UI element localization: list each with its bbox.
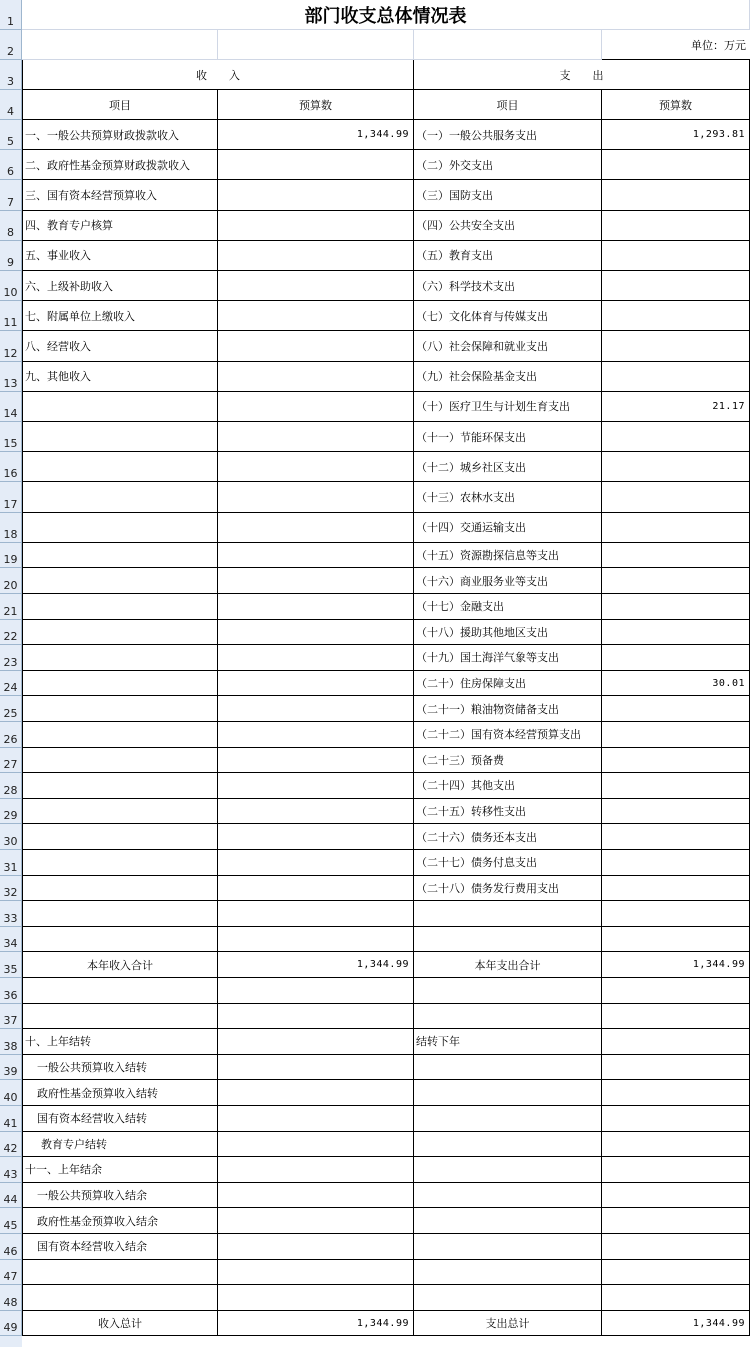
row-number[interactable]: 44 <box>0 1183 22 1209</box>
income-budget-cell[interactable]: 1,344.99 <box>218 120 414 150</box>
table-row <box>0 876 750 902</box>
row-number[interactable]: 47 <box>0 1260 22 1286</box>
expense-item-cell[interactable]: （二十七）债务付息支出 <box>414 850 602 876</box>
expense-budget-cell[interactable] <box>602 876 750 902</box>
row-number[interactable]: 21 <box>0 594 22 620</box>
expense-budget-cell[interactable] <box>602 331 750 361</box>
sheet-title[interactable]: 部门收支总体情况表 <box>22 0 750 30</box>
income-item-cell[interactable] <box>22 799 218 825</box>
income-item-cell[interactable]: 收入总计 <box>22 1311 218 1337</box>
row-number[interactable]: 25 <box>0 696 22 722</box>
income-budget-cell[interactable] <box>218 422 414 452</box>
expense-item-cell[interactable]: 本年支出合计 <box>414 952 602 978</box>
expense-item-cell[interactable]: （二十二）国有资本经营预算支出 <box>414 722 602 748</box>
expense-budget-cell[interactable] <box>602 1004 750 1030</box>
expense-header[interactable]: 支 出 <box>414 60 750 90</box>
expense-budget-cell[interactable] <box>602 452 750 482</box>
income-budget-cell[interactable] <box>218 241 414 271</box>
table-row <box>0 422 750 452</box>
table-row <box>0 748 750 774</box>
table-row <box>0 271 750 301</box>
income-item-cell[interactable] <box>22 1285 218 1311</box>
income-budget-cell[interactable] <box>218 362 414 392</box>
row-number[interactable]: 27 <box>0 748 22 774</box>
table-row <box>0 452 750 482</box>
table-row <box>0 1029 750 1055</box>
expense-budget-cell[interactable] <box>602 748 750 774</box>
row-number[interactable]: 34 <box>0 927 22 953</box>
income-item-cell[interactable] <box>22 594 218 620</box>
expense-budget-cell[interactable] <box>602 1208 750 1234</box>
expense-item-cell[interactable]: （二）外交支出 <box>414 150 602 180</box>
row-number[interactable]: 5 <box>0 120 22 150</box>
table-row <box>0 799 750 825</box>
income-item-cell[interactable] <box>22 392 218 422</box>
expense-item-cell[interactable] <box>414 1106 602 1132</box>
table-row <box>0 927 750 953</box>
expense-budget-cell[interactable] <box>602 362 750 392</box>
income-budget-cell[interactable] <box>218 1106 414 1132</box>
expense-item-cell[interactable]: 结转下年 <box>414 1029 602 1055</box>
income-budget-cell[interactable] <box>218 620 414 646</box>
income-item-cell[interactable] <box>22 645 218 671</box>
income-budget-cell[interactable] <box>218 331 414 361</box>
row-number[interactable]: 20 <box>0 568 22 594</box>
expense-budget-cell[interactable] <box>602 978 750 1004</box>
row-number[interactable]: 49 <box>0 1311 22 1337</box>
row-number[interactable]: 42 <box>0 1132 22 1158</box>
income-budget-cell[interactable] <box>218 696 414 722</box>
expense-budget-cell[interactable] <box>602 696 750 722</box>
income-budget-cell[interactable] <box>218 901 414 927</box>
expense-budget-cell[interactable] <box>602 773 750 799</box>
income-item-cell[interactable]: 九、其他收入 <box>22 362 218 392</box>
table-row <box>0 1311 750 1337</box>
row-number[interactable]: 46 <box>0 1234 22 1260</box>
expense-item-cell[interactable]: （十五）资源勘探信息等支出 <box>414 543 602 569</box>
income-item-cell[interactable]: 四、教育专户核算 <box>22 211 218 241</box>
income-budget-cell[interactable] <box>218 1080 414 1106</box>
unit-label[interactable]: 单位：万元 <box>602 30 750 60</box>
row-number[interactable]: 43 <box>0 1157 22 1183</box>
row-number[interactable]: 29 <box>0 799 22 825</box>
expense-item-cell[interactable] <box>414 927 602 953</box>
expense-item-cell[interactable]: （十二）城乡社区支出 <box>414 452 602 482</box>
row-number[interactable]: 8 <box>0 211 22 241</box>
expense-item-cell[interactable] <box>414 1055 602 1081</box>
income-item-cell[interactable] <box>22 824 218 850</box>
income-item-cell[interactable]: 政府性基金预算收入结转 <box>22 1080 218 1106</box>
cell[interactable] <box>22 30 218 60</box>
row-number[interactable]: 31 <box>0 850 22 876</box>
income-budget-cell[interactable] <box>218 392 414 422</box>
income-budget-cell[interactable] <box>218 1208 414 1234</box>
expense-item-cell[interactable] <box>414 901 602 927</box>
row-number[interactable]: 11 <box>0 301 22 331</box>
income-budget-cell[interactable] <box>218 1004 414 1030</box>
row-number[interactable]: 12 <box>0 331 22 361</box>
expense-budget-cell[interactable] <box>602 799 750 825</box>
income-budget-cell[interactable]: 1,344.99 <box>218 952 414 978</box>
income-item-cell[interactable] <box>22 543 218 569</box>
table-row <box>0 1004 750 1030</box>
row-number[interactable]: 6 <box>0 150 22 180</box>
table-row <box>0 241 750 271</box>
expense-budget-cell[interactable] <box>602 1157 750 1183</box>
expense-item-header[interactable]: 项目 <box>414 90 602 120</box>
income-item-cell[interactable]: 一般公共预算收入结转 <box>22 1055 218 1081</box>
row-number[interactable]: 36 <box>0 978 22 1004</box>
income-item-cell[interactable] <box>22 748 218 774</box>
expense-item-cell[interactable]: 支出总计 <box>414 1311 602 1337</box>
income-budget-cell[interactable] <box>218 150 414 180</box>
expense-budget-cell[interactable] <box>602 422 750 452</box>
sheet-row <box>0 30 750 60</box>
expense-budget-cell[interactable] <box>602 1029 750 1055</box>
expense-item-cell[interactable]: （十四）交通运输支出 <box>414 513 602 543</box>
table-row <box>0 952 750 978</box>
row-number[interactable]: 23 <box>0 645 22 671</box>
table-row <box>0 180 750 210</box>
income-budget-cell[interactable] <box>218 568 414 594</box>
income-budget-cell[interactable] <box>218 271 414 301</box>
income-item-cell[interactable]: 十、上年结转 <box>22 1029 218 1055</box>
income-budget-cell[interactable] <box>218 543 414 569</box>
income-budget-cell[interactable] <box>218 452 414 482</box>
income-item-cell[interactable]: 六、上级补助收入 <box>22 271 218 301</box>
expense-item-cell[interactable]: （三）国防支出 <box>414 180 602 210</box>
expense-item-cell[interactable]: （四）公共安全支出 <box>414 211 602 241</box>
table-row <box>0 1285 750 1311</box>
income-budget-cell[interactable] <box>218 671 414 697</box>
income-item-cell[interactable] <box>22 722 218 748</box>
income-budget-cell[interactable] <box>218 824 414 850</box>
expense-budget-cell[interactable] <box>602 1106 750 1132</box>
income-item-cell[interactable]: 国有资本经营收入结余 <box>22 1234 218 1260</box>
expense-item-cell[interactable] <box>414 1260 602 1286</box>
table-row <box>0 722 750 748</box>
table-row <box>0 482 750 512</box>
table-row <box>0 620 750 646</box>
income-budget-header[interactable]: 预算数 <box>218 90 414 120</box>
income-budget-cell[interactable] <box>218 513 414 543</box>
table-row <box>0 1208 750 1234</box>
expense-budget-cell[interactable] <box>602 927 750 953</box>
expense-budget-cell[interactable] <box>602 543 750 569</box>
row-number[interactable]: 38 <box>0 1029 22 1055</box>
expense-item-cell[interactable]: （二十六）债务还本支出 <box>414 824 602 850</box>
income-item-header[interactable]: 项目 <box>22 90 218 120</box>
income-item-cell[interactable]: 七、附属单位上缴收入 <box>22 301 218 331</box>
expense-budget-cell[interactable] <box>602 620 750 646</box>
income-item-cell[interactable]: 一般公共预算收入结余 <box>22 1183 218 1209</box>
table-row <box>0 362 750 392</box>
expense-budget-cell[interactable] <box>602 1080 750 1106</box>
expense-budget-cell[interactable] <box>602 180 750 210</box>
expense-item-cell[interactable]: （十九）国土海洋气象等支出 <box>414 645 602 671</box>
row-number[interactable]: 24 <box>0 671 22 697</box>
income-budget-cell[interactable] <box>218 748 414 774</box>
table-row <box>0 671 750 697</box>
expense-budget-cell[interactable] <box>602 645 750 671</box>
income-budget-cell[interactable] <box>218 1183 414 1209</box>
row-number[interactable]: 2 <box>0 30 22 60</box>
expense-budget-cell[interactable] <box>602 722 750 748</box>
row-number[interactable]: 41 <box>0 1106 22 1132</box>
expense-item-cell[interactable] <box>414 1080 602 1106</box>
income-budget-cell[interactable] <box>218 645 414 671</box>
expense-item-cell[interactable]: （十七）金融支出 <box>414 594 602 620</box>
expense-budget-cell[interactable] <box>602 1183 750 1209</box>
table-row <box>0 1132 750 1158</box>
table-row <box>0 696 750 722</box>
income-item-cell[interactable]: 国有资本经营收入结转 <box>22 1106 218 1132</box>
expense-item-cell[interactable]: （十一）节能环保支出 <box>414 422 602 452</box>
row-number[interactable]: 1 <box>0 0 22 30</box>
row-number[interactable]: 14 <box>0 392 22 422</box>
income-budget-cell[interactable]: 1,344.99 <box>218 1311 414 1337</box>
income-budget-cell[interactable] <box>218 301 414 331</box>
income-item-cell[interactable] <box>22 773 218 799</box>
income-budget-cell[interactable] <box>218 211 414 241</box>
income-budget-cell[interactable] <box>218 799 414 825</box>
income-item-cell[interactable] <box>22 568 218 594</box>
row-number[interactable]: 16 <box>0 452 22 482</box>
income-item-cell[interactable] <box>22 1004 218 1030</box>
table-row <box>0 331 750 361</box>
expense-item-cell[interactable] <box>414 1132 602 1158</box>
income-item-cell[interactable]: 教育专户结转 <box>22 1132 218 1158</box>
row-number[interactable]: 39 <box>0 1055 22 1081</box>
table-row <box>0 1234 750 1260</box>
income-item-cell[interactable] <box>22 927 218 953</box>
row-number[interactable]: 35 <box>0 952 22 978</box>
row-number[interactable]: 48 <box>0 1285 22 1311</box>
table-row <box>0 1157 750 1183</box>
expense-budget-cell[interactable] <box>602 1055 750 1081</box>
row-number[interactable]: 40 <box>0 1080 22 1106</box>
table-row <box>0 824 750 850</box>
income-item-cell[interactable] <box>22 850 218 876</box>
row-number[interactable]: 4 <box>0 90 22 120</box>
income-item-cell[interactable]: 本年收入合计 <box>22 952 218 978</box>
table-row <box>0 1106 750 1132</box>
expense-budget-cell[interactable]: 30.01 <box>602 671 750 697</box>
row-number[interactable]: 37 <box>0 1004 22 1030</box>
income-item-cell[interactable] <box>22 978 218 1004</box>
table-row <box>0 850 750 876</box>
expense-budget-cell[interactable] <box>602 150 750 180</box>
table-row <box>0 568 750 594</box>
cell[interactable] <box>218 30 414 60</box>
sheet-row <box>0 0 750 30</box>
income-item-cell[interactable] <box>22 620 218 646</box>
income-item-cell[interactable]: 五、事业收入 <box>22 241 218 271</box>
row-number[interactable]: 32 <box>0 876 22 902</box>
expense-budget-cell[interactable] <box>602 1285 750 1311</box>
table-row <box>0 1055 750 1081</box>
income-item-cell[interactable] <box>22 876 218 902</box>
row-number[interactable]: 18 <box>0 513 22 543</box>
income-budget-cell[interactable] <box>218 1260 414 1286</box>
expense-budget-cell[interactable] <box>602 513 750 543</box>
expense-budget-cell[interactable] <box>602 211 750 241</box>
expense-budget-cell[interactable] <box>602 901 750 927</box>
row-number[interactable]: 45 <box>0 1208 22 1234</box>
expense-budget-cell[interactable]: 21.17 <box>602 392 750 422</box>
expense-budget-cell[interactable]: 1,344.99 <box>602 952 750 978</box>
expense-item-cell[interactable]: （十三）农林水支出 <box>414 482 602 512</box>
income-item-cell[interactable] <box>22 1260 218 1286</box>
table-row <box>0 301 750 331</box>
income-budget-cell[interactable] <box>218 1029 414 1055</box>
table-row <box>0 594 750 620</box>
row-number[interactable]: 9 <box>0 241 22 271</box>
table-row <box>0 543 750 569</box>
row-number[interactable]: 7 <box>0 180 22 210</box>
income-item-cell[interactable] <box>22 696 218 722</box>
income-budget-cell[interactable] <box>218 1285 414 1311</box>
expense-budget-cell[interactable] <box>602 1260 750 1286</box>
income-budget-cell[interactable] <box>218 927 414 953</box>
cell[interactable] <box>414 30 602 60</box>
income-budget-cell[interactable] <box>218 876 414 902</box>
row-number[interactable]: 19 <box>0 543 22 569</box>
income-item-cell[interactable] <box>22 452 218 482</box>
expense-item-cell[interactable] <box>414 1183 602 1209</box>
table-row <box>0 120 750 150</box>
expense-item-cell[interactable]: （九）社会保险基金支出 <box>414 362 602 392</box>
table-row <box>0 150 750 180</box>
income-item-cell[interactable]: 二、政府性基金预算财政拨款收入 <box>22 150 218 180</box>
expense-item-cell[interactable]: （二十四）其他支出 <box>414 773 602 799</box>
expense-item-cell[interactable] <box>414 1234 602 1260</box>
row-number[interactable]: 28 <box>0 773 22 799</box>
income-budget-cell[interactable] <box>218 482 414 512</box>
income-item-cell[interactable] <box>22 671 218 697</box>
income-header[interactable]: 收 入 <box>22 60 414 90</box>
row-number[interactable]: 17 <box>0 482 22 512</box>
income-budget-cell[interactable] <box>218 1157 414 1183</box>
income-budget-cell[interactable] <box>218 850 414 876</box>
income-item-cell[interactable] <box>22 901 218 927</box>
expense-budget-cell[interactable] <box>602 271 750 301</box>
income-item-cell[interactable]: 十一、上年结余 <box>22 1157 218 1183</box>
expense-item-cell[interactable] <box>414 1004 602 1030</box>
expense-item-cell[interactable] <box>414 1285 602 1311</box>
expense-item-cell[interactable]: （十）医疗卫生与计划生育支出 <box>414 392 602 422</box>
income-budget-cell[interactable] <box>218 1234 414 1260</box>
table-row <box>0 392 750 422</box>
income-budget-cell[interactable] <box>218 978 414 1004</box>
expense-item-cell[interactable] <box>414 1208 602 1234</box>
income-item-cell[interactable]: 政府性基金预算收入结余 <box>22 1208 218 1234</box>
expense-item-cell[interactable]: （二十一）粮油物资储备支出 <box>414 696 602 722</box>
income-budget-cell[interactable] <box>218 722 414 748</box>
expense-budget-cell[interactable]: 1,293.81 <box>602 120 750 150</box>
expense-budget-cell[interactable] <box>602 1132 750 1158</box>
expense-item-cell[interactable]: （十六）商业服务业等支出 <box>414 568 602 594</box>
row-number[interactable]: 13 <box>0 362 22 392</box>
table-row <box>0 1260 750 1286</box>
sheet-row <box>0 90 750 120</box>
row-number[interactable]: 22 <box>0 620 22 646</box>
table-row <box>0 211 750 241</box>
expense-item-cell[interactable]: （一）一般公共服务支出 <box>414 120 602 150</box>
expense-budget-cell[interactable] <box>602 594 750 620</box>
expense-item-cell[interactable]: （五）教育支出 <box>414 241 602 271</box>
expense-budget-cell[interactable]: 1,344.99 <box>602 1311 750 1337</box>
expense-budget-cell[interactable] <box>602 824 750 850</box>
expense-budget-header[interactable]: 预算数 <box>602 90 750 120</box>
expense-item-cell[interactable] <box>414 978 602 1004</box>
expense-item-cell[interactable]: （二十五）转移性支出 <box>414 799 602 825</box>
expense-item-cell[interactable]: （二十八）债务发行费用支出 <box>414 876 602 902</box>
income-budget-cell[interactable] <box>218 594 414 620</box>
expense-item-cell[interactable]: （八）社会保障和就业支出 <box>414 331 602 361</box>
table-row <box>0 513 750 543</box>
expense-budget-cell[interactable] <box>602 301 750 331</box>
table-row <box>0 901 750 927</box>
income-budget-cell[interactable] <box>218 1132 414 1158</box>
row-number[interactable]: 15 <box>0 422 22 452</box>
row-number[interactable]: 10 <box>0 271 22 301</box>
table-row <box>0 1080 750 1106</box>
income-item-cell[interactable]: 三、国有资本经营预算收入 <box>22 180 218 210</box>
income-item-cell[interactable] <box>22 482 218 512</box>
expense-budget-cell[interactable] <box>602 482 750 512</box>
income-item-cell[interactable]: 八、经营收入 <box>22 331 218 361</box>
expense-item-cell[interactable]: （七）文化体育与传媒支出 <box>414 301 602 331</box>
expense-item-cell[interactable]: （二十）住房保障支出 <box>414 671 602 697</box>
table-row <box>0 773 750 799</box>
expense-budget-cell[interactable] <box>602 568 750 594</box>
sheet-row <box>0 60 750 90</box>
income-budget-cell[interactable] <box>218 180 414 210</box>
table-row <box>0 978 750 1004</box>
expense-budget-cell[interactable] <box>602 241 750 271</box>
expense-item-cell[interactable] <box>414 1157 602 1183</box>
expense-item-cell[interactable]: （十八）援助其他地区支出 <box>414 620 602 646</box>
table-row <box>0 1183 750 1209</box>
row-number[interactable]: 3 <box>0 60 22 90</box>
income-item-cell[interactable]: 一、一般公共预算财政拨款收入 <box>22 120 218 150</box>
table-row <box>0 645 750 671</box>
income-item-cell[interactable] <box>22 422 218 452</box>
expense-item-cell[interactable]: （六）科学技术支出 <box>414 271 602 301</box>
expense-item-cell[interactable]: （二十三）预备费 <box>414 748 602 774</box>
row-number[interactable]: 33 <box>0 901 22 927</box>
expense-budget-cell[interactable] <box>602 850 750 876</box>
income-budget-cell[interactable] <box>218 1055 414 1081</box>
row-number[interactable]: 30 <box>0 824 22 850</box>
income-item-cell[interactable] <box>22 513 218 543</box>
income-budget-cell[interactable] <box>218 773 414 799</box>
expense-budget-cell[interactable] <box>602 1234 750 1260</box>
row-number[interactable]: 26 <box>0 722 22 748</box>
